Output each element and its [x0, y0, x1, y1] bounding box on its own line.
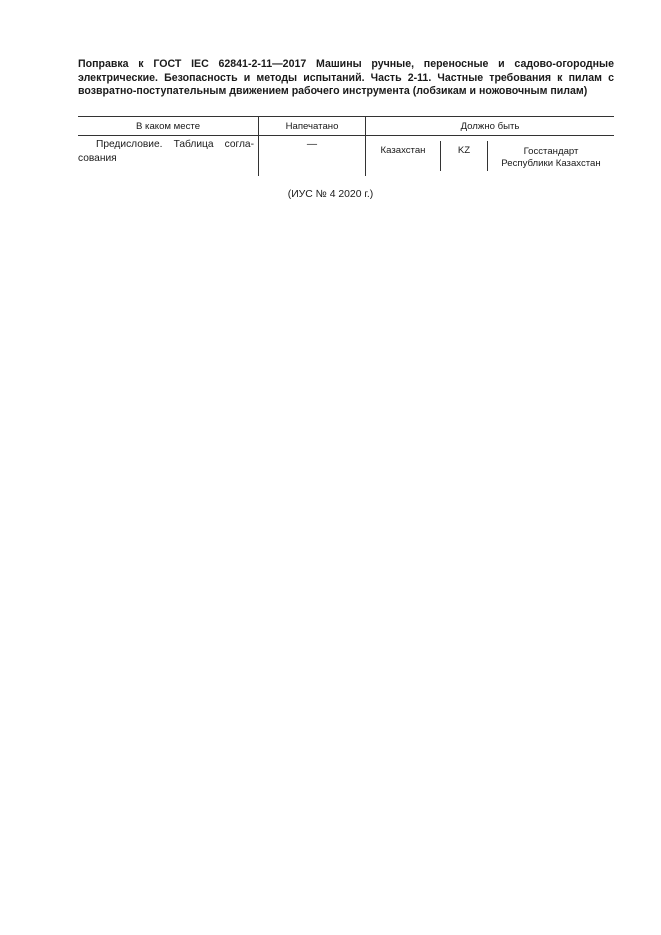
title-line-1: Поправка к ГОСТ IEC 62841-2-11—2017 Машины ручные, переносные и садово-огородные: [78, 58, 614, 70]
row-agency: [488, 146, 614, 170]
row-country: Казахстан: [380, 145, 426, 156]
row-where-line-1: Предисловие. Таблица согла-: [96, 139, 254, 150]
row-agency-line-1: Госстандарт: [523, 146, 579, 157]
title-line-2: электрические. Безопасность и методы испытаний. Часть 2-11. Частные требования к пилам с: [78, 71, 614, 84]
table-top-rule: [78, 116, 614, 117]
table-header-rule: [78, 135, 614, 136]
correction-title: [78, 58, 614, 99]
header-printed: Напечатано: [285, 121, 339, 132]
row-printed: —: [306, 139, 318, 150]
row-agency-line-2: Республики Казахстан: [501, 158, 601, 169]
row-code: KZ: [457, 145, 471, 156]
header-where: В каком месте: [135, 121, 201, 132]
ius-reference: (ИУС № 4 2020 г.): [287, 189, 374, 200]
row-where: [78, 138, 254, 166]
header-should-be: Должно быть: [460, 121, 520, 132]
title-line-3: возвратно-поступательным движением рабочего инструмента (лобзикам и ножовочным пилам): [78, 85, 588, 98]
row-where-line-2: сования: [78, 152, 117, 164]
